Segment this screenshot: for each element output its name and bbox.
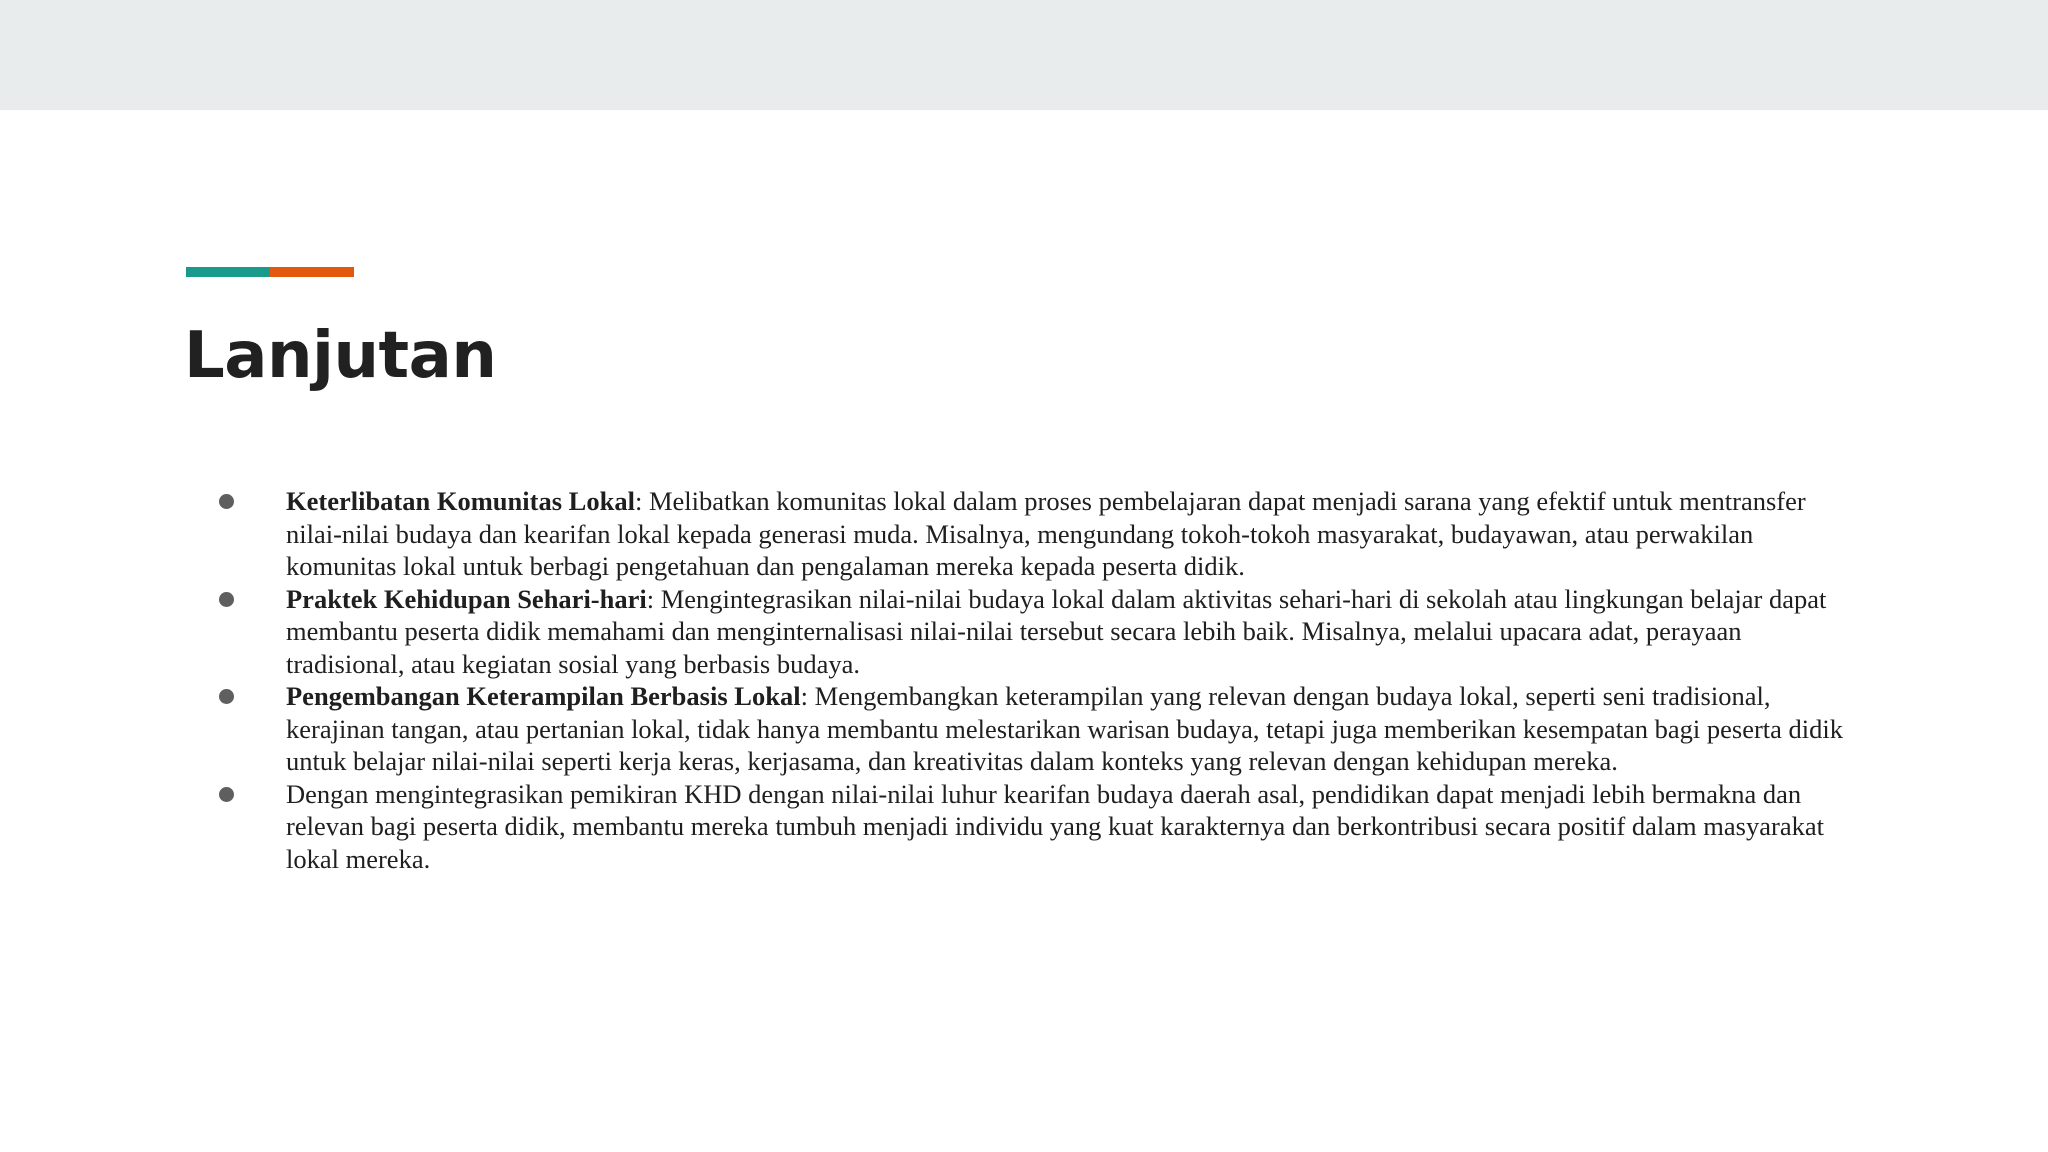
bullet-list: [286, 485, 1856, 875]
bullet-text: : Mengintegrasikan nilai-nilai budaya lokal dalam aktivitas sehari-hari di sekolah atau lingkungan belajar dapat membantu peserta didik memahami dan menginternalisasi nilai-nilai tersebut secara lebih baik. Misalnya, melalui upacara adat, perayaan tradisional, atau kegiatan sosial yang berbasis budaya.: [286, 583, 1827, 679]
bullet-item: [286, 583, 1856, 681]
accent-bar-teal: [186, 267, 270, 277]
slide-title: Lanjutan: [184, 319, 497, 393]
bullet-item: [286, 485, 1856, 583]
bullet-dot-icon: [219, 494, 234, 509]
bullet-text: Dengan mengintegrasikan pemikiran KHD dengan nilai-nilai luhur kearifan budaya daerah asal, pendidikan dapat menjadi lebih bermakna dan relevan bagi peserta didik, membantu mereka tumbuh menjadi individu yang kuat karakternya dan berkontribusi secara positif dalam masyarakat lokal mereka.: [286, 778, 1824, 874]
bullet-item: [286, 778, 1856, 876]
bullet-term: Praktek Kehidupan Sehari-hari: [286, 583, 647, 614]
bullet-text: : Melibatkan komunitas lokal dalam proses pembelajaran dapat menjadi sarana yang efektif untuk mentransfer nilai-nilai budaya dan kearifan lokal kepada generasi muda. Misalnya, mengundang tokoh-tokoh masyarakat, budayawan, atau perwakilan komunitas lokal untuk berbagi pengetahuan dan pengalaman mereka kepada peserta didik.: [286, 486, 1806, 581]
bullet-term: Pengembangan Keterampilan Berbasis Lokal: [286, 681, 801, 711]
bullet-dot-icon: [219, 592, 234, 607]
top-band: [0, 0, 2048, 110]
bullet-term: Keterlibatan Komunitas Lokal: [286, 486, 635, 516]
bullet-text: : Mengembangkan keterampilan yang relevan dengan budaya lokal, seperti seni tradisional, kerajinan tangan, atau pertanian lokal, tidak hanya membantu melestarikan warisan budaya, tetapi juga memberikan kesempatan bagi peserta didik untuk belajar nilai-nilai seperti kerja keras, kerjasama, dan kreativitas dalam konteks yang relevan dengan kehidupan mereka.: [286, 681, 1844, 776]
bullet-dot-icon: [219, 787, 234, 802]
bullet-dot-icon: [219, 689, 234, 704]
accent-bar-orange: [270, 267, 354, 277]
bullet-item: [286, 680, 1856, 778]
